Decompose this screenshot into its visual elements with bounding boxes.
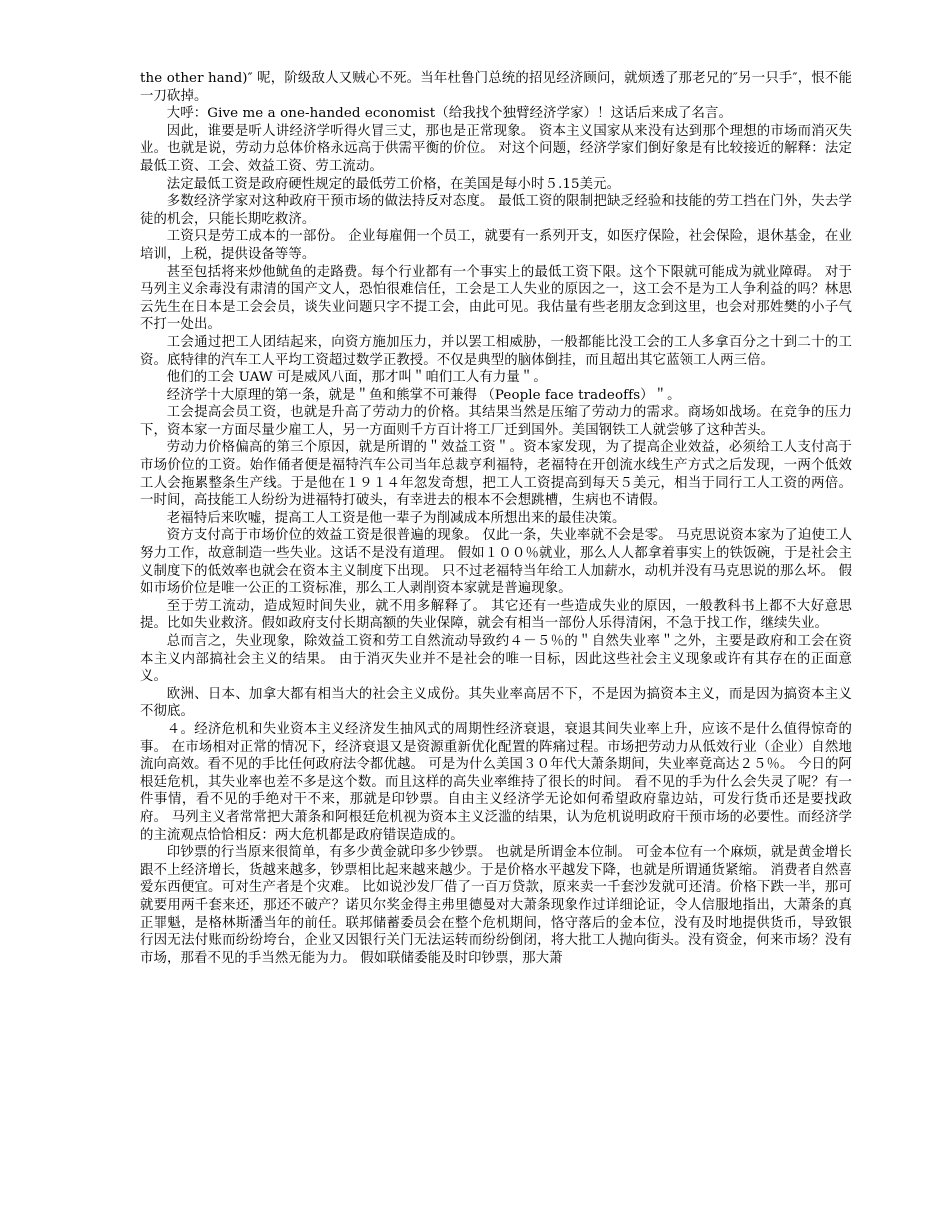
paragraph-5: 多数经济学家对这种政府干预市场的做法持反对态度。 最低工资的限制把缺乏经验和技能的劳工挡在门外，失去学徒的机会，只能长期吃救济。 — [140, 194, 852, 227]
document-body — [140, 70, 852, 967]
paragraph-12: 劳动力价格偏高的第三个原因，就是所谓的＂效益工资＂。资本家发现，为了提高企业效益，必须给工人支付高于市场价位的工资。始作俑者便是福特汽车公司当年总裁亨利福特，老福特在开创流水线生产方式之后发现，一两个低效工人会拖累整条生产线。于是他在１９１４年忽发奇想，把工人工资提高到每天５美元，相当于同行工人工资的两倍。 一时间，高技能工人纷纷为进福特打破头，有幸进去的根本不会想跳槽，生病也不请假。 — [140, 440, 852, 509]
paragraph-14: 资方支付高于市场价位的效益工资是很普遍的现象。 仅此一条，失业率就不会是零。 马克思说资本家为了迫使工人努力工作，故意制造一些失业。这话不是没有道理。 假如１００％就业，那么人人都拿着事实上的铁饭碗，于是社会主义制度下的低效率也就会在资本主义制度下出现。 只不过老福特当年给工人加薪水，动机并没有马克思说的那么坏。 假如市场价位是唯一公正的工资标准，那么工人剥削资本家就是普遍现象。 — [140, 528, 852, 597]
paragraph-10: 经济学十大原理的第一条，就是＂鱼和熊掌不可兼得 （People face tradeoffs）＂。 — [166, 387, 681, 403]
paragraph-8: 工会通过把工人团结起来，向资方施加压力，并以罢工相威胁，一般都能比没工会的工人多拿百分之十到二十的工资。底特律的汽车工人平均工资超过数学正教授。不仅是典型的脑体倒挂，而且超出其它蓝领工人两三倍。 — [140, 334, 852, 368]
paragraph-1: the other hand)″ 呢，阶级敌人又贼心不死。当年杜鲁门总统的招见经济顾问，就烦透了那老兄的″另一只手″，恨不能一刀砍掉。 — [140, 71, 852, 104]
paragraph-9: 他们的工会 UAW 可是威风八面，那才叫＂咱们工人有力量＂。 — [166, 370, 547, 386]
paragraph-17: 欧洲、日本、加拿大都有相当大的社会主义成份。其失业率高居不下，不是因为搞资本主义，而是因为搞资本主义不彻底。 — [140, 686, 852, 720]
paragraph-13: 老福特后来吹嘘，提高工人工资是他一辈子为削减成本所想出来的最佳决策。 — [166, 510, 626, 526]
paragraph-16: 总而言之，失业现象，除效益工资和劳工自然流动导致约４－５％的＂自然失业率＂之外，主要是政府和工会在资本主义内部搞社会主义的结果。 由于消灭失业并不是社会的唯一目标，因此这些社会主义现象或许有其存在的正面意义。 — [140, 634, 852, 685]
paragraph-6: 工资只是劳工成本的一部份。 企业每雇佣一个员工，就要有一系列开支，如医疗保险，社会保险，退休基金，在业培训，上税，提供设备等等。 — [140, 229, 852, 262]
paragraph-4: 法定最低工资是政府硬性规定的最低劳工价格，在美国是每小时５.15美元。 — [166, 176, 621, 192]
paragraph-19: 印钞票的行当原来很简单，有多少黄金就印多少钞票。 也就是所谓金本位制。 可金本位有一个麻烦，就是黄金增长跟不上经济增长，货越来越多，钞票相比起来越来越少。于是价格水平越发下降，也就是所谓通货紧缩。 消费者自然喜爱东西便宜。可对生产者是个灾难。 比如说沙发厂借了一百万贷款，原来卖一千套沙发就可还清。价格下跌一半，那可就要用两千套来还，那还不破产？诺贝尔奖金得主弗里德曼对大萧条现象作过详细论证，令人信服地指出，大萧条的真正罪魁，是格林斯潘当年的前任。联邦储蓄委员会在整个危机期间，恪守落后的金本位，没有及时地提供货币，导致银行因无法付账而纷纷垮台，企业又因银行关门无法运转而纷纷倒闭，将大批工人抛向街头。没有资金，何来市场？没有市场，那看不见的手当然无能为力。 假如联储委能及时印钞票，那大萧 — [140, 845, 852, 966]
paragraph-15: 至于劳工流动，造成短时间失业，就不用多解释了。 其它还有一些造成失业的原因，一般教科书上都不大好意思提。比如失业救济。假如政府支付长期高额的失业保障，就会有相当一部份人乐得清闲，不急于找工作，继续失业。 — [140, 598, 852, 632]
paragraph-2: 大呼：Give me a one-handed economist（给我找个独臂经济学家）！这话后来成了名言。 — [166, 106, 733, 122]
paragraph-11: 工会提高会员工资，也就是升高了劳动力的价格。其结果当然是压缩了劳动力的需求。商场如战场。在竞争的压力下，资本家一方面尽量少雇工人，另一方面则千方百计将工厂迁到国外。美国钢铁工人就尝够了这种苦头。 — [140, 405, 852, 438]
paragraph-18: ４。经济危机和失业资本主义经济发生抽风式的周期性经济衰退，衰退其间失业率上升，应该不是什么值得惊奇的事。 在市场相对正常的情况下，经济衰退又是资源重新优化配置的阵痛过程。市场把劳动力从低效行业（企业）自然地流向高效。看不见的手比任何政府法令都优越。 可是为什么美国３０年代大萧条期间，失业率竟高达２５％。 今日的阿根廷危机，其失业率也差不多是这个数。而且这样的高失业率维持了很长的时间。 看不见的手为什么会失灵了呢？有一件事情，看不见的手绝对干不来，那就是印钞票。自由主义经济学无论如何希望政府靠边站，可发行货币还是要找政府。 马列主义者常常把大萧条和阿根廷危机视为资本主义泛滥的结果，认为危机说明政府干预市场的必要性。而经济学的主流观点恰恰相反：两大危机都是政府错误造成的。 — [140, 721, 852, 843]
paragraph-7: 甚至包括将来炒他鱿鱼的走路费。每个行业都有一个事实上的最低工资下限。这个下限就可能成为就业障碍。 对于马列主义余毒没有肃清的国产文人，恐怕很难信任，工会是工人失业的原因之一，这工会不是为工人争利益的吗？林思云先生在日本是工会会员，谈失业问题只字不提工会，由此可见。我估量有些老朋友念到这里，也会对那姓樊的小子气不打一处出。 — [140, 264, 852, 333]
paragraph-3: 因此，谁要是听人讲经济学听得火冒三丈，那也是正常现象。 资本主义国家从来没有达到那个理想的市场而消灭失业。也就是说，劳动力总体价格永远高于供需平衡的价位。 对这个问题，经济学家们倒好象是有比较接近的解释：法定最低工资、工会、效益工资、劳工流动。 — [140, 123, 852, 174]
